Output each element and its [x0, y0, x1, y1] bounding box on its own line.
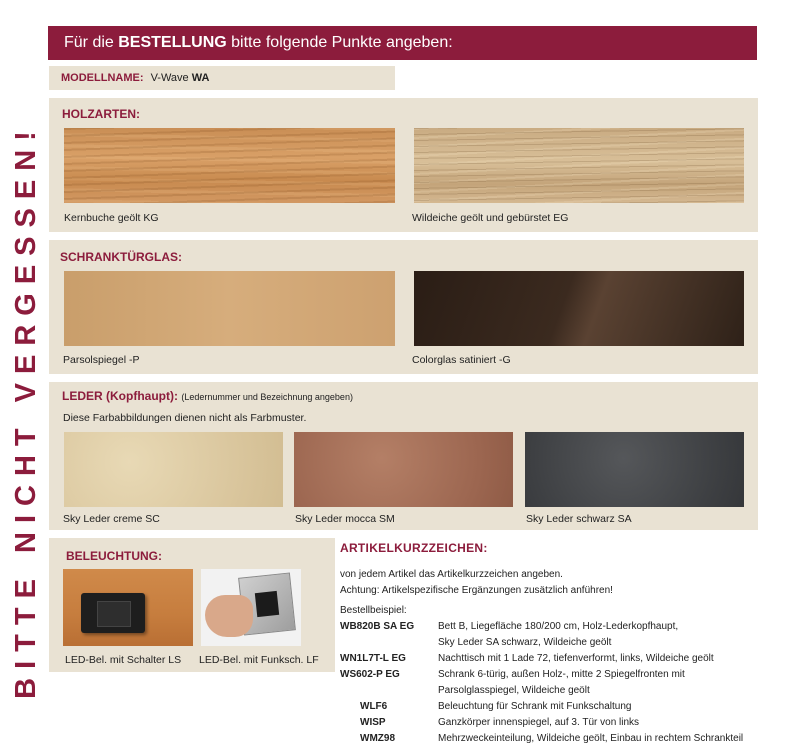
- photo-led-schalter: [63, 569, 193, 646]
- schranktuerglas-panel: [49, 240, 758, 374]
- leder-disclaimer: Diese Farbabbildungen dienen nicht als Farbmuster.: [63, 412, 307, 424]
- swatch-colorglas: [414, 271, 744, 346]
- model-name-value: [151, 72, 210, 84]
- swatch-leder-mocca: [294, 432, 513, 507]
- example-code: WLF6: [360, 701, 388, 712]
- swatch-leder-creme: [64, 432, 283, 507]
- swatch-wildeiche: [414, 128, 744, 203]
- caption-leder-creme: Sky Leder creme SC: [63, 513, 160, 525]
- example-code: WS602-P EG: [340, 669, 400, 680]
- leder-title: [62, 389, 353, 403]
- schranktuerglas-title: SCHRANKTÜRGLAS:: [60, 250, 182, 264]
- caption-wildeiche: Wildeiche geölt und gebürstet EG: [412, 212, 569, 224]
- example-code: WN1L7T-L EG: [340, 653, 406, 664]
- header-prefix: Für die: [64, 34, 114, 51]
- order-header: [48, 26, 757, 60]
- artikel-line-1: von jedem Artikel das Artikelkurzzeichen angeben.: [340, 569, 563, 580]
- example-desc: Parsolglasspiegel, Wildeiche geölt: [438, 685, 590, 696]
- header-suffix: bitte folgende Punkte angeben:: [231, 34, 453, 51]
- example-code: WB820B SA EG: [340, 621, 415, 632]
- example-desc: Sky Leder SA schwarz, Wildeiche geölt: [438, 637, 612, 648]
- side-reminder-text: [6, 90, 46, 730]
- model-name-label: MODELLNAME:: [61, 72, 144, 84]
- model-value-bold: WA: [191, 72, 210, 84]
- example-desc: Bett B, Liegefläche 180/200 cm, Holz-Lederkopfhaupt,: [438, 621, 679, 632]
- swatch-leder-schwarz: [525, 432, 744, 507]
- artikel-line-2: Achtung: Artikelspezifische Ergänzungen zusätzlich anführen!: [340, 585, 613, 596]
- caption-leder-schwarz: Sky Leder schwarz SA: [526, 513, 632, 525]
- caption-colorglas: Colorglas satiniert -G: [412, 354, 511, 366]
- hand-icon: [205, 595, 253, 637]
- example-desc: Nachttisch mit 1 Lade 72, tiefenverformt, links, Wildeiche geölt: [438, 653, 714, 664]
- leder-title-main: LEDER (Kopfhaupt):: [62, 389, 178, 403]
- model-value-prefix: V-Wave: [150, 72, 189, 84]
- holzarten-panel: [49, 98, 758, 232]
- example-code: WISP: [360, 717, 386, 728]
- bestellbeispiel-label: Bestellbeispiel:: [340, 605, 407, 616]
- caption-parsolspiegel: Parsolspiegel -P: [63, 354, 140, 366]
- caption-leder-mocca: Sky Leder mocca SM: [295, 513, 395, 525]
- example-desc: Schrank 6-türig, außen Holz-, mitte 2 Spiegelfronten mit: [438, 669, 685, 680]
- leder-title-note: (Ledernummer und Bezeichnung angeben): [181, 392, 353, 402]
- example-desc: Ganzkörper innenspiegel, auf 3. Tür von links: [438, 717, 640, 728]
- caption-led-schalter: LED-Bel. mit Schalter LS: [65, 654, 182, 666]
- beleuchtung-panel: [49, 538, 335, 672]
- caption-kernbuche: Kernbuche geölt KG: [64, 212, 159, 224]
- side-reminder-label: BITTE NICHT VERGESSEN!: [9, 121, 42, 699]
- header-bold: BESTELLUNG: [118, 34, 227, 51]
- swatch-parsolspiegel: [64, 271, 395, 346]
- artikelkurzzeichen-section: [340, 538, 758, 750]
- swatch-kernbuche: [64, 128, 395, 203]
- model-name-box: [49, 66, 395, 90]
- artikel-title: ARTIKELKURZZEICHEN:: [340, 541, 488, 555]
- example-desc: Beleuchtung für Schrank mit Funkschaltung: [438, 701, 632, 712]
- photo-led-funkschalter: [201, 569, 301, 646]
- example-desc: Mehrzweckeinteilung, Wildeiche geölt, Einbau in rechtem Schrankteil: [438, 733, 744, 744]
- example-code: WMZ98: [360, 733, 395, 744]
- caption-led-funkschalter: LED-Bel. mit Funksch. LF: [199, 654, 319, 666]
- leder-panel: [49, 382, 758, 530]
- light-switch-icon: [81, 593, 145, 633]
- beleuchtung-title: BELEUCHTUNG:: [66, 549, 162, 563]
- holzarten-title: HOLZARTEN:: [62, 107, 140, 121]
